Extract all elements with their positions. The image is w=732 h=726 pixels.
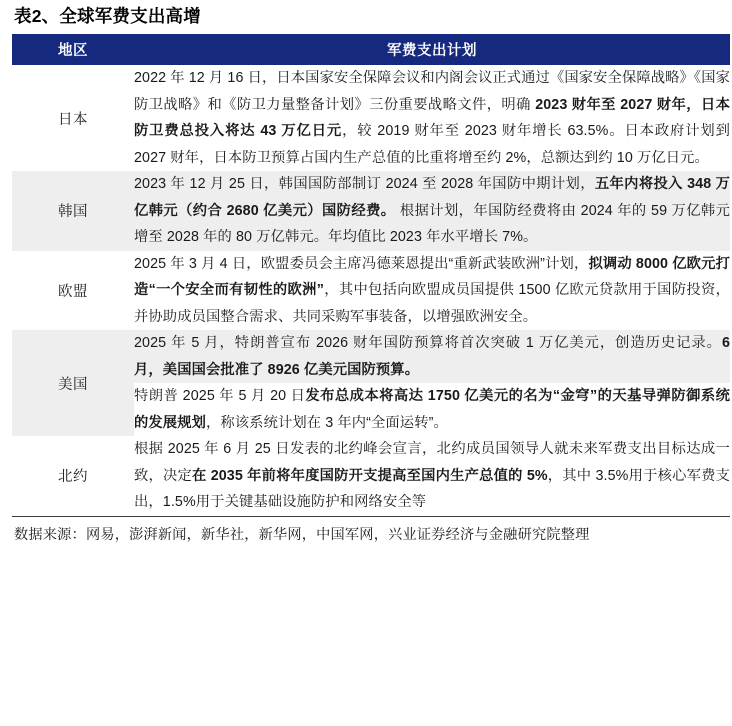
region-label: 美国 <box>12 330 134 436</box>
emphasis-text: 在 2035 年前将年度国防开支提高至国内生产总值的 5% <box>192 467 548 484</box>
plan-paragraph <box>134 330 730 383</box>
emphasis-text: 6 月，美国国会批准了 8926 亿美元国防预算。 <box>134 335 730 378</box>
body-text: ，其中 3.5%用于核心军费支出，1.5%用于关键基础设施防护和网络安全等 <box>134 467 730 510</box>
region-label: 韩国 <box>12 171 134 251</box>
body-text: ，较 2019 财年至 2023 财年增长 63.5%。日本政府计划到 2027 财年，日本防卫预算占国内生产总值的比重将增至约 2%，总额达到约 10 万亿日元。 <box>134 123 730 166</box>
plan-cell <box>134 65 730 171</box>
table-row <box>12 436 730 516</box>
body-text: ，其中包括向欧盟成员国提供 1500 亿欧元贷款用于国防投资，并协助成员国整合需求、共同采购军事装备，以增强欧洲安全。 <box>134 282 730 325</box>
region-label: 日本 <box>12 65 134 171</box>
table-body <box>12 65 730 516</box>
table-row <box>12 330 730 383</box>
emphasis-text: 2023 财年至 2027 财年，日本防卫费总投入将达 43 万亿日元 <box>134 96 730 139</box>
emphasis-text: 五年内将投入 348 万亿韩元（约合 2680 亿美元）国防经费。 <box>134 176 731 219</box>
table-row <box>12 251 730 331</box>
plan-paragraph <box>134 65 730 171</box>
body-text: 2022 年 12 月 16 日，日本国家安全保障会议和内阁会议正式通过《国家安全保障战略》《国家防卫战略》和《防卫力量整备计划》三份重要战略文件，明确 <box>134 70 730 113</box>
region-label: 欧盟 <box>12 251 134 331</box>
plan-paragraph <box>134 251 730 331</box>
plan-paragraph <box>134 436 730 516</box>
plan-paragraph <box>134 171 730 251</box>
source-note: 数据来源：网易，澎湃新闻，新华社，新华网，中国军网，兴业证券经济与金融研究院整理 <box>14 526 590 543</box>
table-row <box>12 171 730 251</box>
body-text: 2025 年 3 月 4 日，欧盟委员会主席冯德莱恩提出“重新武装欧洲”计划， <box>134 255 589 272</box>
region-label: 北约 <box>12 436 134 516</box>
plan-cell <box>134 383 730 436</box>
table-header-row <box>12 34 730 65</box>
table-header <box>12 34 730 65</box>
body-text: ，称该系统计划在 3 年内“全面运转”。 <box>205 414 448 431</box>
column-header-plan: 军费支出计划 <box>134 34 730 65</box>
column-header-region: 地区 <box>12 34 134 65</box>
body-text: 特朗普 2025 年 5 月 20 日 <box>134 388 306 404</box>
body-text: 2023 年 12 月 25 日，韩国国防部制订 2024 至 2028 年国防中期计划， <box>134 176 595 192</box>
body-text: 根据 2025 年 6 月 25 日发表的北约峰会宣言，北约成员国领导人就未来军费支出目标达成一致，决定 <box>134 441 730 484</box>
table-row <box>12 65 730 171</box>
body-text: 2025 年 5 月，特朗普宣布 2026 财年国防预算将首次突破 1 万亿美元，创造历史记录。 <box>134 335 722 351</box>
plan-cell <box>134 330 730 383</box>
body-text: 根据计划，年国防经费将由 2024 年的 59 万亿韩元增至 2028 年的 80 万亿韩元。年均值比 2023 年水平增长 7%。 <box>134 202 730 245</box>
plan-cell <box>134 436 730 516</box>
military-spending-table <box>12 34 730 516</box>
plan-cell <box>134 171 730 251</box>
emphasis-text: 发布总成本将高达 1750 亿美元的名为“金穹”的天基导弹防御系统的发展规划 <box>134 388 730 431</box>
plan-paragraph <box>134 383 730 436</box>
plan-cell <box>134 251 730 331</box>
emphasis-text: 拟调动 8000 亿欧元打造“一个安全而有韧性的欧洲” <box>134 255 730 298</box>
page-title: 表2、全球军费支出高增 <box>14 6 201 26</box>
